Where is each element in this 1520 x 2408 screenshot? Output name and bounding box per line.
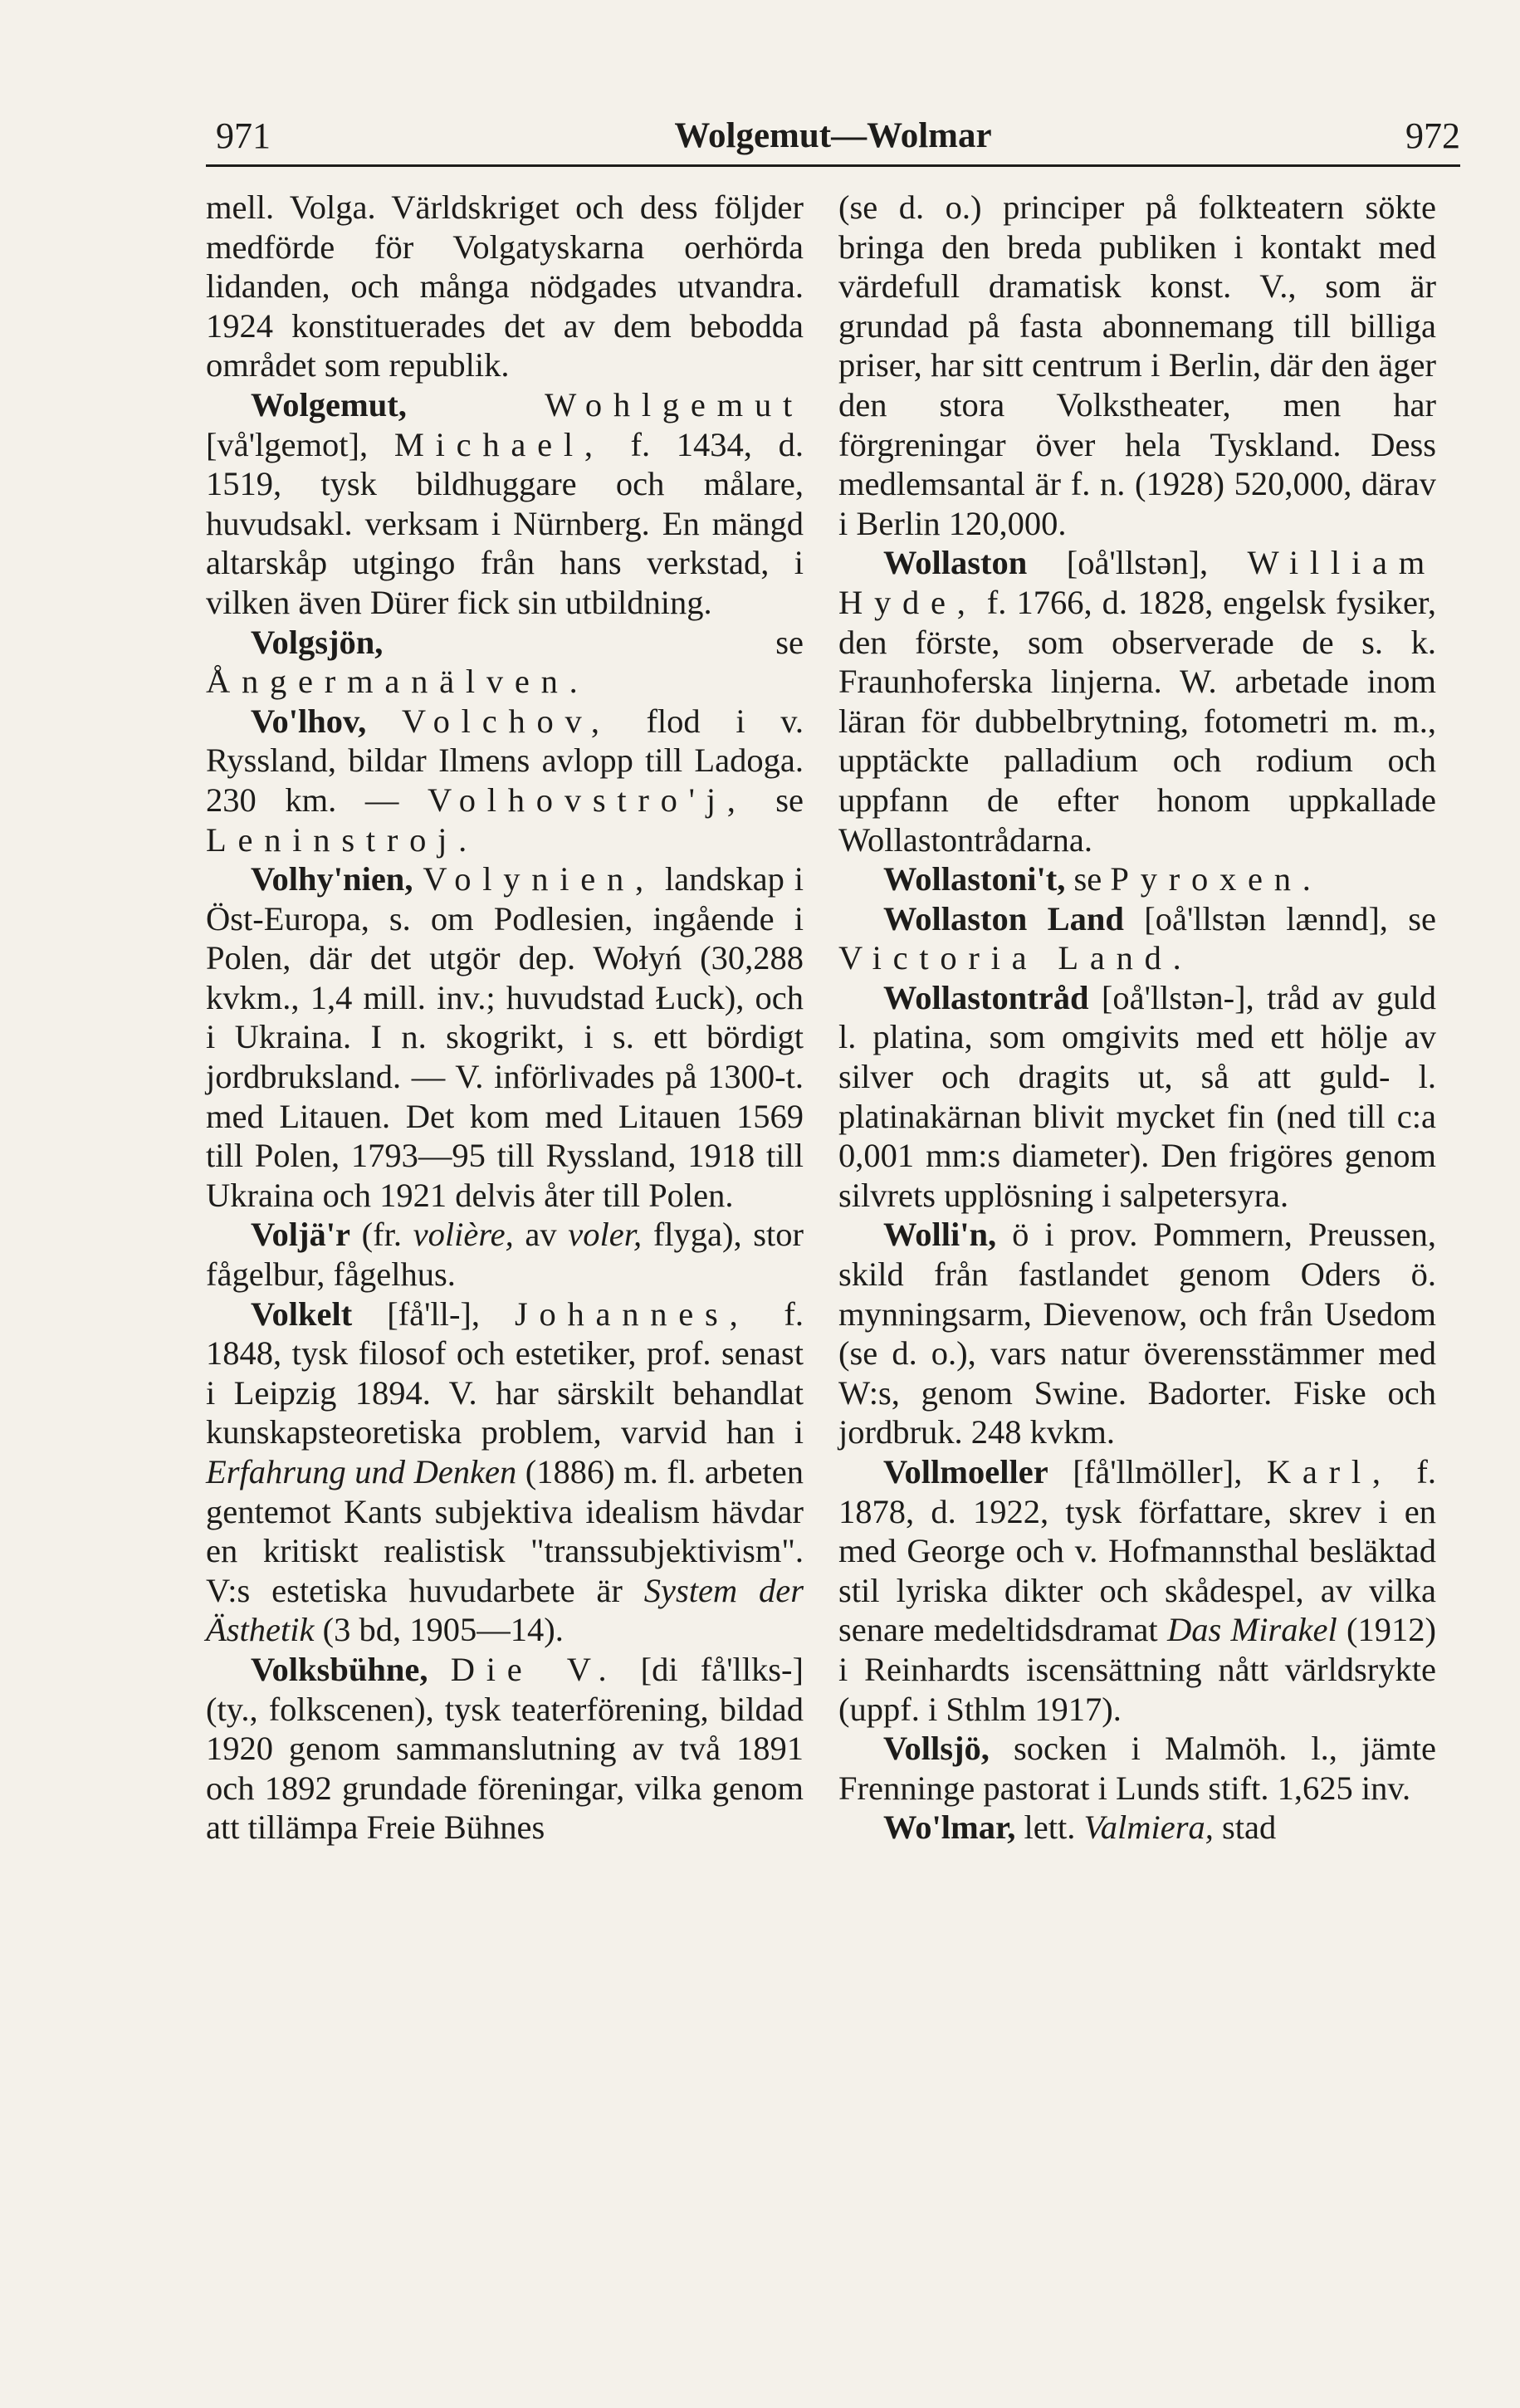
- headword: Vollsjö,: [883, 1730, 990, 1768]
- entry-wolmar: Wo'lmar, lett. Valmiera, stad: [883, 1808, 1277, 1847]
- entry-wollastonit: Wollastoni't, se Pyroxen.: [883, 860, 1322, 898]
- headword: Volhy'nien,: [251, 860, 413, 898]
- page-number-right: 972: [1405, 115, 1460, 156]
- headword: Wollastoni't,: [883, 860, 1066, 898]
- entry-wollaston: Wollaston [oå'llstən], William Hyde, f. 1766, d. 1828, engelsk fysiker, den förste, som observerade de s. k. Fraunhoferska linjerna. W. arbetade inom läran för dubbelbrytning, fotometri m. m., upptäckte palladium och rodium och uppfann de efter honom uppkallade Wollastontrådarna.: [838, 544, 1436, 859]
- entry-wollaston-land: Wollaston Land [oå'llstən lænnd], se Victoria Land.: [838, 899, 1436, 977]
- entry-volhov: Vo'lhov, Volchov, flod i v. Ryssland, bildar Ilmens avlopp till Ladoga. 230 km. — Volhovstro'j, se Leninstroj.: [206, 702, 804, 859]
- entry-voljar: Voljä'r (fr. volière, av voler, flyga), stor fågelbur, fågelhus.: [206, 1216, 804, 1294]
- headword: Vollmoeller: [883, 1453, 1048, 1490]
- headword: Voljä'r: [251, 1216, 350, 1254]
- entry-vollmoeller: Vollmoeller [få'llmöller], Karl, f. 1878, d. 1922, tysk författare, skrev i en med George och v. Hofmannsthal besläktad stil lyriska dikter och skådespel, av vilka senare medeltidsdramat Das Mirakel (1912) i Reinhardts iscensättning nått världsrykte (uppf. i Sthlm 1917).: [838, 1453, 1437, 1728]
- entry-volkelt: Volkelt [få'll-], Johannes, f. 1848, tysk filosof och estetiker, prof. senast i Leipzig 1894. V. har särskilt behandlat kunskapsteoretiska problem, varvid han i Erfahrung und Denken (1886) m. fl. arbeten gentemot Kants subjektiva idealism hävdar en kritiskt realistisk "transsubjektivism". V:s estetiska huvudarbete är System der Ästhetik (3 bd, 1905—14).: [206, 1295, 804, 1649]
- entry-volhynien: Volhy'nien, Volynien, landskap i Öst-Europa, s. om Podlesien, ingående i Polen, där det utgör dep. Wołyń (30,288 kvkm., 1,4 mill. inv.; huvudstad Łuck), och i Ukraina. I n. skogrikt, i s. ett bördigt jordbruksland. — V. införlivades på 1300-t. med Litauen. Det kom med Litauen 1569 till Polen, 1793—95 till Ryssland, 1918 till Ukraina och 1921 delvis åter till Polen.: [206, 860, 804, 1214]
- headword: Volgsjön,: [251, 623, 384, 661]
- entry-continuation: mell. Volga. Världskriget och dess följder medförde för Volgatyskarna oerhörda lidanden, och många nödgades utvandra. 1924 konstituerades det av dem bebodda området som republik.: [206, 188, 804, 384]
- entry-continuation: (se d. o.) principer på folkteatern sökte bringa den breda publiken i kontakt med värdefull dramatisk konst. V., som är grundad på fasta abonnemang till billiga priser, har sitt centrum i Berlin, där den äger den stora Volkstheater, men har förgreningar över hela Tyskland. Dess medlemsantal är f. n. (1928) 520,000, därav i Berlin 120,000.: [838, 188, 1436, 542]
- header-rule: [206, 164, 1460, 167]
- headword: Wollaston Land: [883, 899, 1124, 937]
- headword: Volksbühne,: [251, 1650, 428, 1688]
- headword: Vo'lhov,: [251, 702, 367, 740]
- page-number-left: 971: [216, 115, 271, 156]
- right-column: [838, 188, 1436, 1848]
- headword: Wo'lmar,: [883, 1808, 1016, 1847]
- entry-wollin: Wolli'n, ö i prov. Pommern, Preussen, skild från fastlandet genom Oders ö. mynningsarm, Dievenow, och från Usedom (se d. o.), vars natur överensstämmer med W:s, genom Swine. Badorter. Fiske och jordbruk. 248 kvkm.: [838, 1216, 1436, 1451]
- headword: Wolgemut,: [251, 385, 407, 423]
- headword: Wollaston: [883, 544, 1028, 582]
- entry-wolgemut: Wolgemut, Wohlgemut [vå'lgemot], Michael, f. 1434, d. 1519, tysk bildhuggare och målare, huvudsakl. verksam i Nürnberg. En mängd altarskåp utgingo från hans verkstad, i vilken även Dürer fick sin utbildning.: [206, 385, 804, 621]
- page-header: [206, 100, 1460, 166]
- headword: Wollastontråd: [883, 978, 1089, 1016]
- entry-wollastontrad: Wollastontråd [oå'llstən-], tråd av guld l. platina, som omgivits med ett hölje av silver och dragits ut, så att guld- l. platinakärnan blivit mycket fin (ned till c:a 0,001 mm:s diameter). Den frigöres genom silvrets upplösning i salpetersyra.: [838, 978, 1437, 1214]
- entry-volgsjon: Volgsjön, se Ångermanälven.: [206, 623, 804, 701]
- left-column: [206, 188, 804, 1848]
- headword: Volkelt: [251, 1295, 353, 1333]
- entry-vollsjo: Vollsjö, socken i Malmöh. l., jämte Frenninge pastorat i Lunds stift. 1,625 inv.: [838, 1730, 1436, 1807]
- headword: Wolli'n,: [883, 1216, 997, 1254]
- running-head: Wolgemut—Wolmar: [674, 116, 992, 155]
- entry-volksbuhne: Volksbühne, Die V. [di få'llks-] (ty., folkscenen), tysk teaterförening, bildad 1920 genom sammanslutning av två 1891 och 1892 grundade föreningar, vilka genom att tillämpa Freie Bühnes: [206, 1650, 804, 1847]
